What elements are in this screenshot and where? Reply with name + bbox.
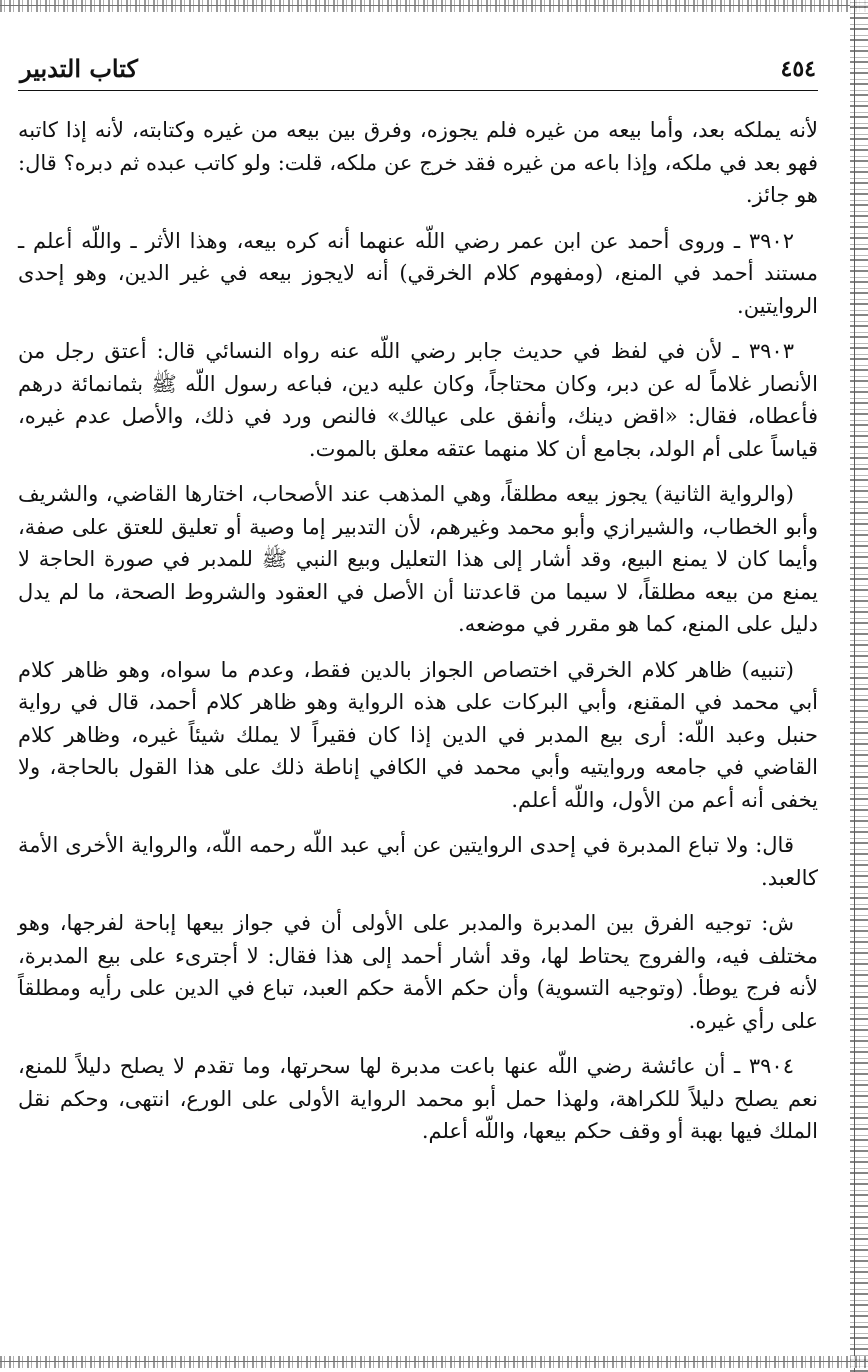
paragraph-5: (تنبيه) ظاهر كلام الخرقي اختصاص الجواز بالدين فقط، وعدم ما سواه، وهو ظاهر كلام أبي محمد في المقنع، وأبي البركات على هذه الرواية وهو ظاهر كلام أحمد، قال في رواية حنبل وعبد اللّه: أرى بيع المدبر في الدين إذا كان فقيراً لا يملك شيئاً غيره، وظاهر كلام القاضي في جامعه وروايتيه وأبي محمد في الكافي إناطة ذلك على هذا القول بالحاجة، ولا يخفى أنه أعم من الأول، واللّه أعلم. [18, 657, 818, 812]
bottom-ornamental-border [0, 1356, 868, 1368]
paragraph-4: (والرواية الثانية) يجوز بيعه مطلقاً، وهي المذهب عند الأصحاب، اختارها القاضي، والشريف وأبو الخطاب، والشيرازي وأبو محمد وغيرهم، لأن التدبير إما وصية أو تعليق للعتق على صفة، وأيما كان لا يمنع البيع، وقد أشار إلى هذا التعليل وبيع النبي ﷺ للمدبر في صورة الحاجة لا يمنع من بيعه مطلقاً، لا سيما من قاعدتنا أن الأصل في العقود والشروط الصحة، ما لم يدل دليل على المنع، كما هو مقرر في موضعه. [18, 482, 818, 636]
paragraph-1: لأنه يملكه بعد، وأما بيعه من غيره فلم يجوزه، وفرق بين بيعه من غيره وكتابته، لأنه إذا كاتبه فهو بعد في ملكه، وإذا باعه من غيره فقد خرج عن ملكه، قلت: ولو كاتب عبده ثم دبره؟ قال: هو جائز. [18, 118, 818, 207]
paragraph-2: ٣٩٠٢ ـ وروى أحمد عن ابن عمر رضي اللّه عنهما أنه كره بيعه، وهذا الأثر ـ واللّه أعلم ـ مستند أحمد في المنع، (ومفهوم كلام الخرقي) أنه لايجوز بيعه في غير الدين، وهو إحدى الروايتين. [18, 228, 818, 318]
page-number: ٤٥٤ [780, 56, 816, 82]
paragraph-3: ٣٩٠٣ ـ لأن في لفظ في حديث جابر رضي اللّه عنه رواه النسائي قال: أعتق رجل من الأنصار غلاماً له عن دبر، وكان محتاجاً، وكان عليه دين، فباعه رسول اللّه ﷺ بثمانمائة درهم فأعطاه، فقال: «اقض دينك، وأنفق على عيالك» فالنص ورد في ذلك، والأصل عدم غيره، قياساً على أم الولد، بجامع أن كلا منهما عتقه معلق بالموت. [18, 339, 818, 461]
book-title: كتاب التدبير [20, 54, 138, 83]
right-ornamental-border [850, 0, 868, 1372]
top-ornamental-border [0, 0, 868, 12]
page-body [18, 114, 818, 1161]
paragraph-6: قال: ولا تباع المدبرة في إحدى الروايتين عن أبي عبد اللّه رحمه اللّه، والرواية الأخرى الأمة كالعبد. [18, 833, 818, 890]
page-header [18, 50, 818, 91]
paragraph-8: ٣٩٠٤ ـ أن عائشة رضي اللّه عنها باعت مدبرة لها سحرتها، وما تقدم لا يصلح دليلاً للمنع، نعم يصلح دليلاً للكراهة، ولهذا حمل أبو محمد الرواية الأولى على الورع، انتهى، وحكم نقل الملك فيها بهبة أو وقف حكم بيعها، واللّه أعلم. [18, 1054, 818, 1143]
paragraph-7: ش: توجيه الفرق بين المدبرة والمدبر على الأولى أن في جواز بيعها إباحة لفرجها، وهو مختلف فيه، والفروج يحتاط لها، وقد أشار أحمد إلى هذا فقال: لا أجترىء على بيع المدبرة، لأنه فرج يوطأ. (وتوجيه التسوية) وأن حكم الأمة حكم العبد، تباع في الدين على رأيه ومطلقاً على رأي غيره. [18, 911, 818, 1033]
